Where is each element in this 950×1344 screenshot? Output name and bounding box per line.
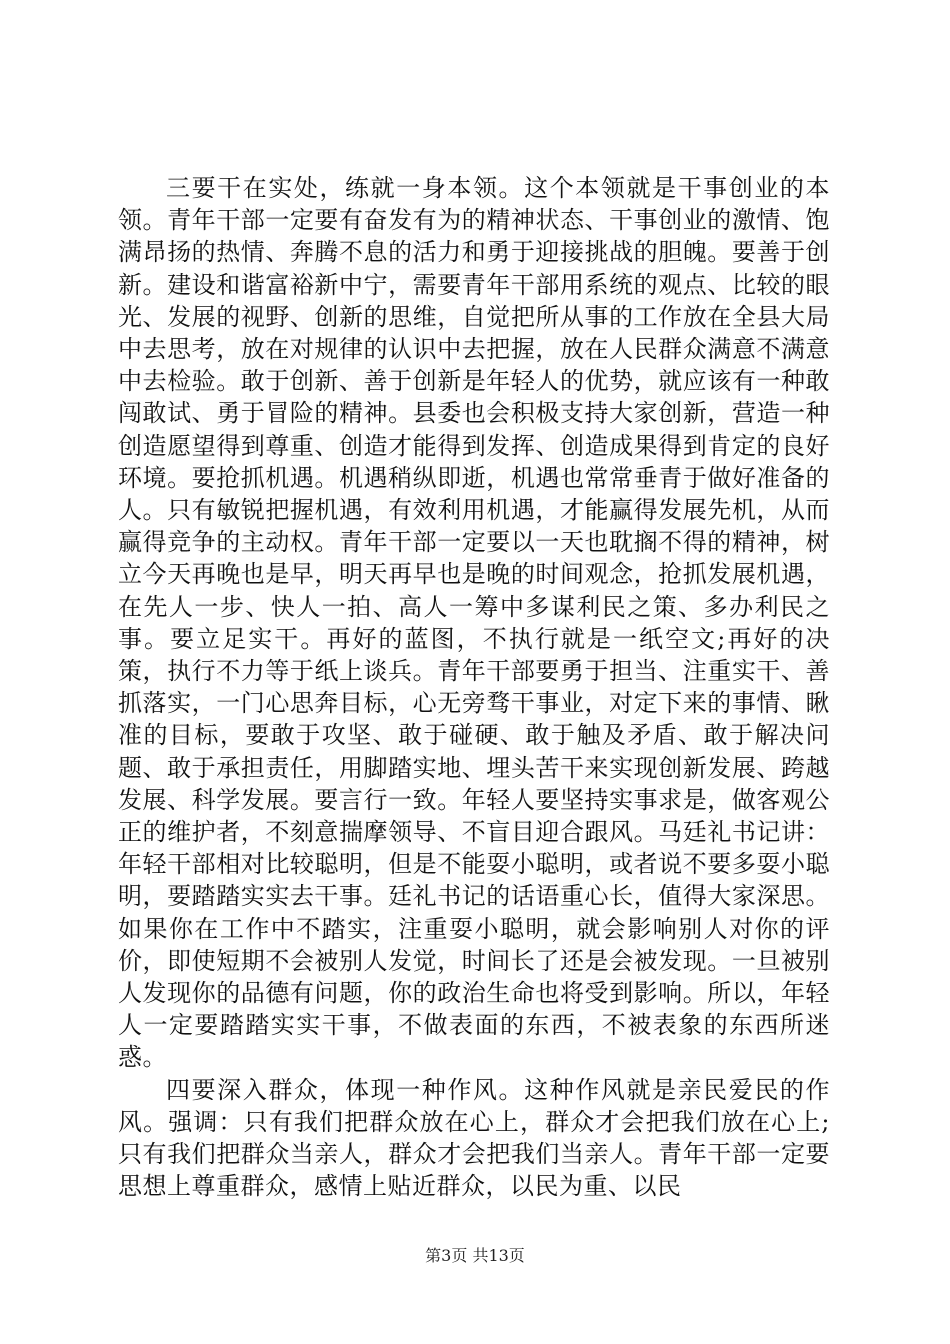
document-body xyxy=(118,172,830,1203)
paragraph-3: 三要干在实处，练就一身本领。这个本领就是干事创业的本领。青年干部一定要有奋发有为的精神状态、干事创业的激情、饱满昂扬的热情、奔腾不息的活力和勇于迎接挑战的胆魄。要善于创新。建设和谐富裕新中宁，需要青年干部用系统的观点、比较的眼光、发展的视野、创新的思维，自觉把所从事的工作放在全县大局中去思考，放在对规律的认识中去把握，放在人民群众满意不满意中去检验。敢于创新、善于创新是年轻人的优势，就应该有一种敢闯敢试、勇于冒险的精神。县委也会积极支持大家创新，营造一种创造愿望得到尊重、创造才能得到发挥、创造成果得到肯定的良好环境。要抢抓机遇。机遇稍纵即逝，机遇也常常垂青于做好准备的人。只有敏锐把握机遇，有效利用机遇，才能赢得发展先机，从而赢得竞争的主动权。青年干部一定要以一天也耽搁不得的精神，树立今天再晚也是早，明天再早也是晚的时间观念，抢抓发展机遇，在先人一步、快人一拍、高人一筹中多谋利民之策、多办利民之事。要立足实干。再好的蓝图，不执行就是一纸空文;再好的决策，执行不力等于纸上谈兵。青年干部要勇于担当、注重实干、善抓落实，一门心思奔目标，心无旁骛干事业，对定下来的事情、瞅准的目标，要敢于攻坚、敢于碰硬、敢于触及矛盾、敢于解决问题、敢于承担责任，用脚踏实地、埋头苦干来实现创新发展、跨越发展、科学发展。要言行一致。年轻人要坚持实事求是，做客观公正的维护者，不刻意揣摩领导、不盲目迎合跟风。马廷礼书记讲：年轻干部相对比较聪明，但是不能耍小聪明，或者说不要多耍小聪明，要踏踏实实去干事。廷礼书记的话语重心长，值得大家深思。如果你在工作中不踏实，注重耍小聪明，就会影响别人对你的评价，即使短期不会被别人发觉，时间长了还是会被发现。一旦被别人发现你的品德有问题，你的政治生命也将受到影响。所以，年轻人一定要踏踏实实干事，不做表面的东西，不被表象的东西所迷惑。 xyxy=(118,174,830,1072)
page-number-footer: 第3页 共13页 xyxy=(425,1246,525,1265)
paragraph-4: 四要深入群众，体现一种作风。这种作风就是亲民爱民的作风。强调：只有我们把群众放在心上，群众才会把我们放在心上;只有我们把群众当亲人，群众才会把我们当亲人。青年干部一定要思想上尊重群众，感情上贴近群众，以民为重、以民 xyxy=(118,1075,830,1201)
